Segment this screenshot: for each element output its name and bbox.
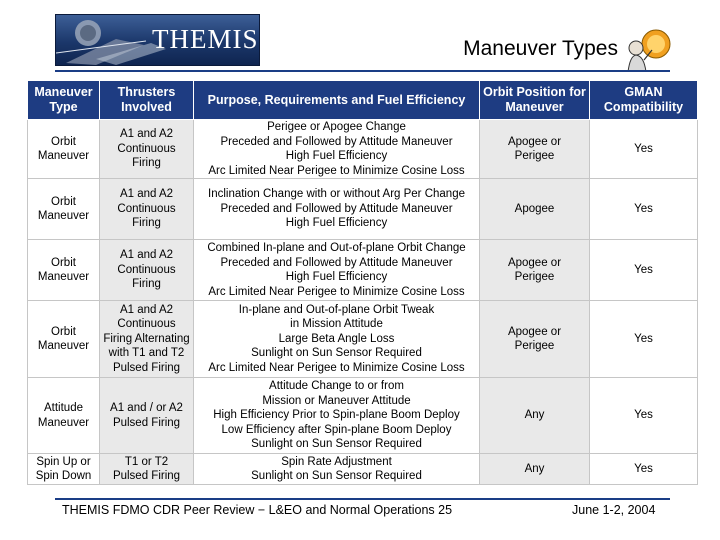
maneuver-type-cell: Orbit Maneuver — [28, 179, 100, 240]
thrusters-cell: A1 and A2 Continuous Firing — [100, 240, 194, 301]
purpose-cell: Combined In-plane and Out-of-plane Orbit Change Preceded and Followed by Attitude Maneuver High Fuel Efficiency Arc Limited Near Perigee to Minimize Cosine Loss — [194, 240, 480, 301]
gman-cell: Yes — [590, 179, 698, 240]
maneuver-type-cell: Orbit Maneuver — [28, 240, 100, 301]
purpose-cell: Perigee or Apogee Change Preceded and Followed by Attitude Maneuver High Fuel Efficiency Arc Limited Near Perigee to Minimize Cosine Loss — [194, 120, 480, 179]
purpose-cell: Attitude Change to or from Mission or Maneuver Attitude High Efficiency Prior to Spin-plane Boom Deploy Low Efficiency after Spin-plane Boom Deploy Sunlight on Sun Sensor Required — [194, 378, 480, 454]
gman-cell: Yes — [590, 240, 698, 301]
header-rule — [55, 70, 670, 72]
thrusters-cell: A1 and A2 Continuous Firing Alternating with T1 and T2 Pulsed Firing — [100, 301, 194, 378]
maneuver-type-cell: Attitude Maneuver — [28, 378, 100, 454]
purpose-cell: In-plane and Out-of-plane Orbit Tweak in Mission Attitude Large Beta Angle Loss Sunlight on Sun Sensor Required Arc Limited Near Perigee to Minimize Cosine Loss — [194, 301, 480, 378]
gman-cell: Yes — [590, 454, 698, 485]
table-header-row — [28, 81, 698, 120]
thrusters-cell: A1 and A2 Continuous Firing — [100, 179, 194, 240]
orbit-position-cell: Apogee or Perigee — [480, 301, 590, 378]
thrusters-cell: T1 or T2 Pulsed Firing — [100, 454, 194, 485]
orbit-position-cell: Any — [480, 378, 590, 454]
column-header-maneuver-type: Maneuver Type — [28, 81, 100, 120]
gman-cell: Yes — [590, 378, 698, 454]
gman-cell: Yes — [590, 301, 698, 378]
column-header-purpose: Purpose, Requirements and Fuel Efficiency — [194, 81, 480, 120]
column-header-thrusters: Thrusters Involved — [100, 81, 194, 120]
thrusters-cell: A1 and A2 Continuous Firing — [100, 120, 194, 179]
maneuver-types-table — [27, 80, 698, 485]
footer-text: THEMIS FDMO CDR Peer Review − L&EO and Normal Operations 25 — [62, 503, 453, 517]
gman-cell: Yes — [590, 120, 698, 179]
orbit-position-cell: Any — [480, 454, 590, 485]
maneuver-type-cell: Spin Up or Spin Down — [28, 454, 100, 485]
page-title: Maneuver Types — [463, 37, 618, 60]
purpose-cell: Inclination Change with or without Arg Per Change Preceded and Followed by Attitude Maneuver High Fuel Efficiency — [194, 179, 480, 240]
themis-mascot-icon — [620, 28, 672, 72]
table-row — [28, 454, 698, 485]
maneuver-type-cell: Orbit Maneuver — [28, 301, 100, 378]
table-row — [28, 120, 698, 179]
logo-text: THEMIS — [152, 24, 259, 54]
table-row — [28, 301, 698, 378]
table-row — [28, 378, 698, 454]
orbit-position-cell: Apogee or Perigee — [480, 120, 590, 179]
purpose-cell: Spin Rate Adjustment Sunlight on Sun Sensor Required — [194, 454, 480, 485]
table-row — [28, 179, 698, 240]
orbit-position-cell: Apogee — [480, 179, 590, 240]
footer-date: June 1-2, 2004 — [572, 503, 656, 517]
orbit-position-cell: Apogee or Perigee — [480, 240, 590, 301]
maneuver-type-cell: Orbit Maneuver — [28, 120, 100, 179]
table-row — [28, 240, 698, 301]
column-header-gman: GMAN Compatibility — [590, 81, 698, 120]
thrusters-cell: A1 and / or A2 Pulsed Firing — [100, 378, 194, 454]
column-header-orbit-position: Orbit Position for Maneuver — [480, 81, 590, 120]
footer-rule — [55, 498, 670, 500]
